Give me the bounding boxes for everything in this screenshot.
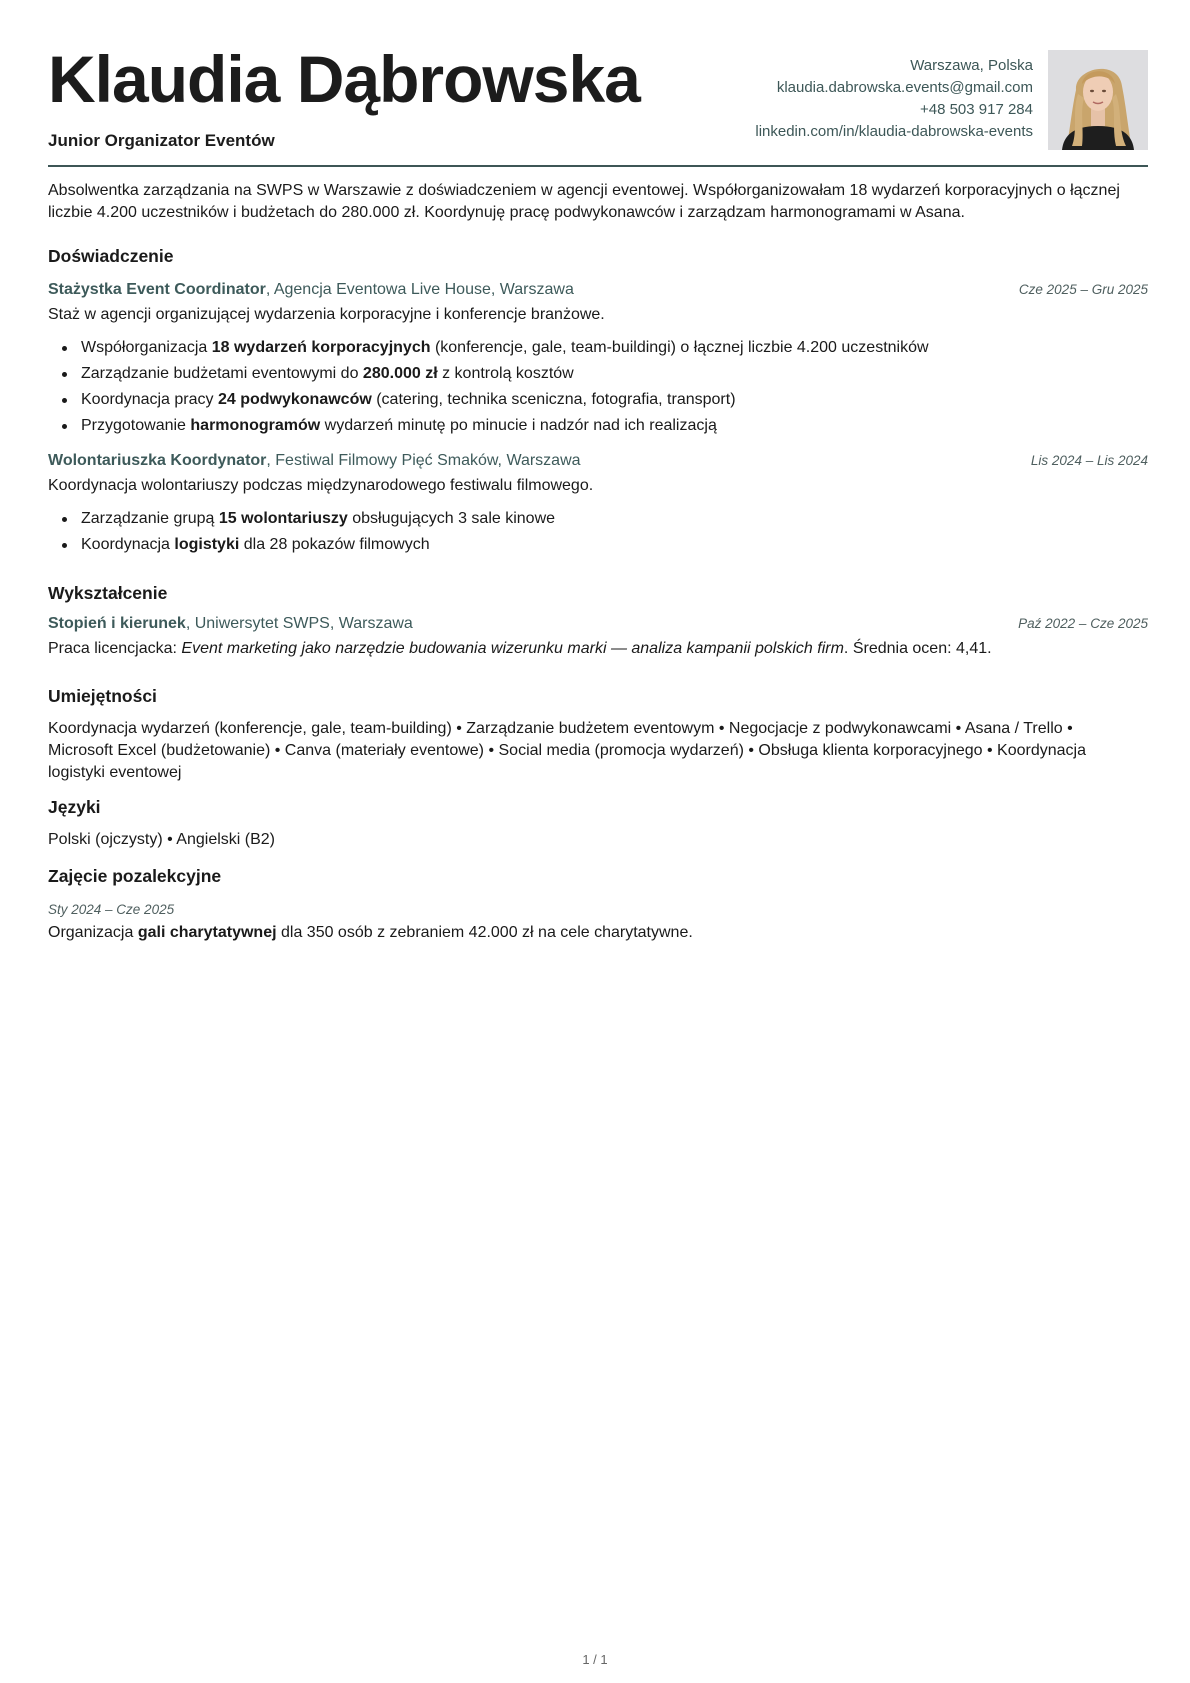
resume-header xyxy=(48,0,1148,168)
extracurricular-date: Sty 2024 – Cze 2025 xyxy=(48,902,175,917)
contact-phone: +48 503 917 284 xyxy=(919,101,1033,118)
experience-1-org: , Agencja Eventowa Live House, Warszawa xyxy=(265,281,574,298)
list-item: Zarządzanie budżetami eventowymi do 280.000 zł z kontrolą kosztów xyxy=(48,361,1148,387)
experience-entry-2-header xyxy=(48,452,1148,470)
section-title-experience: Doświadczenie xyxy=(48,246,174,266)
experience-2-bullets xyxy=(48,506,1148,558)
page-number: 1 / 1 xyxy=(582,1652,608,1667)
section-title-extracurricular: Zajęcie pozalekcyjne xyxy=(48,866,222,886)
list-item: Przygotowanie harmonogramów wydarzeń minutę po minucie i nadzór nad ich realizacją xyxy=(48,413,1148,439)
education-degree: Stopień i kierunek xyxy=(48,615,186,632)
candidate-name: Klaudia Dąbrowska xyxy=(48,42,640,116)
header-divider xyxy=(48,165,1148,167)
section-title-languages: Języki xyxy=(48,797,101,817)
education-entry-header xyxy=(48,615,1148,633)
contact-block xyxy=(755,55,1033,143)
experience-2-org: , Festiwal Filmowy Pięć Smaków, Warszawa xyxy=(266,452,581,469)
experience-1-description: Staż w agencji organizującej wydarzenia korporacyjne i konferencje branżowe. xyxy=(48,306,605,323)
contact-location: Warszawa, Polska xyxy=(910,57,1033,74)
education-school: , Uniwersytet SWPS, Warszawa xyxy=(185,615,413,632)
extracurricular-text: Organizacja gali charytatywnej dla 350 osób z zebraniem 42.000 zł na cele charytatywne. xyxy=(48,924,693,941)
profile-photo xyxy=(1048,50,1148,150)
summary-text: Absolwentka zarządzania na SWPS w Warszawie z doświadczeniem w agencji eventowej. Współorganizowałam 18 wydarzeń korporacyjnych o łącznej liczbie 4.200 uczestników i budżetach do 280.000 zł. Koordynuję pracę podwykonawców i zarządzam harmonogramami w Asana. xyxy=(48,182,1120,221)
contact-email[interactable]: klaudia.dabrowska.events@gmail.com xyxy=(776,79,1033,96)
list-item: Współorganizacja 18 wydarzeń korporacyjnych (konferencje, gale, team-buildingi) o łącznej liczbie 4.200 uczestników xyxy=(48,335,1148,361)
skills-line-3: logistyki eventowej xyxy=(48,764,182,781)
skills-line-1: Koordynacja wydarzeń (konferencje, gale, team-building) • Zarządzanie budżetem eventowym • Negocjacje z podwykonawcami • Asana / Trello • xyxy=(48,720,1073,737)
section-title-education: Wykształcenie xyxy=(48,583,168,603)
experience-1-bullets xyxy=(48,335,1148,439)
candidate-headline: Junior Organizator Eventów xyxy=(48,131,275,150)
experience-2-description: Koordynacja wolontariuszy podczas międzynarodowego festiwalu filmowego. xyxy=(48,477,594,494)
list-item: Koordynacja pracy 24 podwykonawców (catering, technika sceniczna, fotografia, transport) xyxy=(48,387,1148,413)
list-item: Koordynacja logistyki dla 28 pokazów filmowych xyxy=(48,532,1148,558)
education-date: Paź 2022 – Cze 2025 xyxy=(1018,616,1148,631)
section-title-skills: Umiejętności xyxy=(48,686,157,706)
experience-2-role: Wolontariuszka Koordynator xyxy=(48,452,267,469)
experience-entry-1-header xyxy=(48,281,1148,299)
skills-line-2: Microsoft Excel (budżetowanie) • Canva (materiały eventowe) • Social media (promocja wydarzeń) • Obsługa klienta korporacyjnego • Koordynacja xyxy=(48,742,1086,759)
list-item: Zarządzanie grupą 15 wolontariuszy obsługujących 3 sale kinowe xyxy=(48,506,1148,532)
experience-2-date: Lis 2024 – Lis 2024 xyxy=(1030,453,1148,468)
resume-page xyxy=(48,0,1148,941)
education-thesis: Praca licencjacka: Event marketing jako narzędzie budowania wizerunku marki — analiza kampanii polskich firm. Średnia ocen: 4,41. xyxy=(48,640,992,657)
experience-1-role: Stażystka Event Coordinator xyxy=(48,281,266,298)
thesis-title: Event marketing jako narzędzie budowania wizerunku marki — analiza kampanii polskich firm xyxy=(181,640,844,657)
contact-linkedin[interactable]: linkedin.com/in/klaudia-dabrowska-events xyxy=(755,123,1033,140)
portrait-icon xyxy=(1048,50,1148,150)
languages-text: Polski (ojczysty) • Angielski (B2) xyxy=(48,831,275,848)
experience-1-date: Cze 2025 – Gru 2025 xyxy=(1018,282,1148,297)
